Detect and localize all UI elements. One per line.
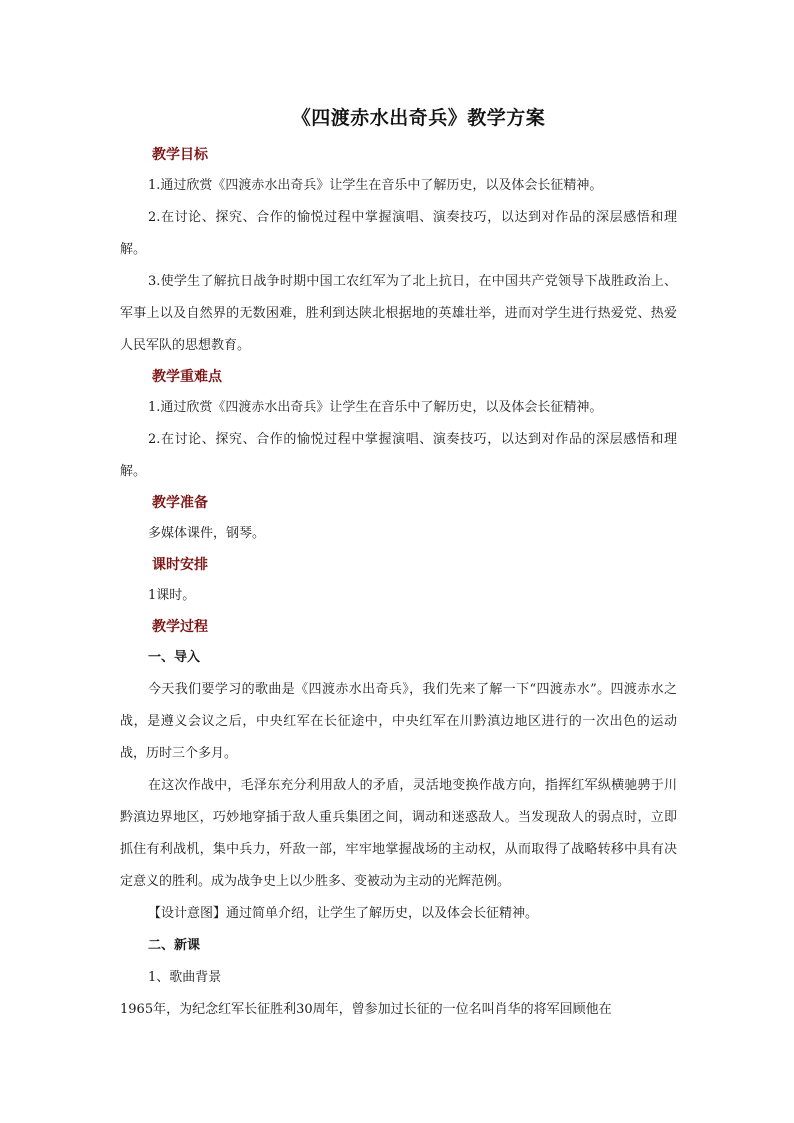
document-title: 《四渡赤水出奇兵》教学方案 xyxy=(291,107,546,129)
goal-item-2: 2.在讨论、探究、合作的愉悦过程中掌握演唱、演奏技巧，以达到对作品的深层感悟和理解。 xyxy=(120,210,677,257)
process-part2-title: 二、新课 xyxy=(148,938,201,953)
schedule-text: 1课时。 xyxy=(148,588,196,603)
preparation-text: 多媒体课件，钢琴。 xyxy=(148,526,266,541)
heading-process: 教学过程 xyxy=(152,619,208,635)
key-point-item-2: 2.在讨论、探究、合作的愉悦过程中掌握演唱、演奏技巧，以达到对作品的深层感悟和理解。 xyxy=(120,432,677,479)
process-part2-subtitle: 1、歌曲背景 xyxy=(148,970,222,985)
process-part1-title: 一、导入 xyxy=(148,650,201,665)
heading-key-points: 教学重难点 xyxy=(152,369,222,385)
document-body xyxy=(120,140,677,1026)
process-part1-design-intent: 【设计意图】通过简单介绍，让学生了解历史，以及体会长征精神。 xyxy=(148,906,539,921)
process-part2-text: 1965年，为纪念红军长征胜利30周年，曾参加过长征的一位名叫肖华的将军回顾他在 xyxy=(120,1002,612,1017)
goal-item-1: 1.通过欣赏《四渡赤水出奇兵》让学生在音乐中了解历史，以及体会长征精神。 xyxy=(148,178,603,193)
key-point-item-1: 1.通过欣赏《四渡赤水出奇兵》让学生在音乐中了解历史，以及体会长征精神。 xyxy=(148,400,603,415)
goal-item-3: 3.使学生了解抗日战争时期中国工农红军为了北上抗日，在中国共产党领导下战胜政治上、军事上以及自然界的无数困难，胜利到达陕北根据地的英雄壮举，进而对学生进行热爱党、热爱人民军队的思想教育。 xyxy=(120,274,677,353)
heading-preparation: 教学准备 xyxy=(152,495,208,511)
process-part1-paragraph-1: 今天我们要学习的歌曲是《四渡赤水出奇兵》，我们先来了解一下“四渡赤水”。四渡赤水之战，是遵义会议之后，中央红军在长征途中，中央红军在川黔滇边地区进行的一次出色的运动战，历时三个多月。 xyxy=(120,682,677,761)
process-part1-paragraph-2: 在这次作战中，毛泽东充分利用敌人的矛盾，灵活地变换作战方向，指挥红军纵横驰骋于川黔滇边界地区，巧妙地穿插于敌人重兵集团之间，调动和迷惑敌人。当发现敌人的弱点时，立即抓住有利战机，集中兵力，歼敌一部，牢牢地掌握战场的主动权，从而取得了战略转移中具有决定意义的胜利。成为战争史上以少胜多、变被动为主动的光辉范例。 xyxy=(120,778,677,889)
heading-schedule: 课时安排 xyxy=(152,557,208,573)
heading-goals: 教学目标 xyxy=(152,147,208,163)
